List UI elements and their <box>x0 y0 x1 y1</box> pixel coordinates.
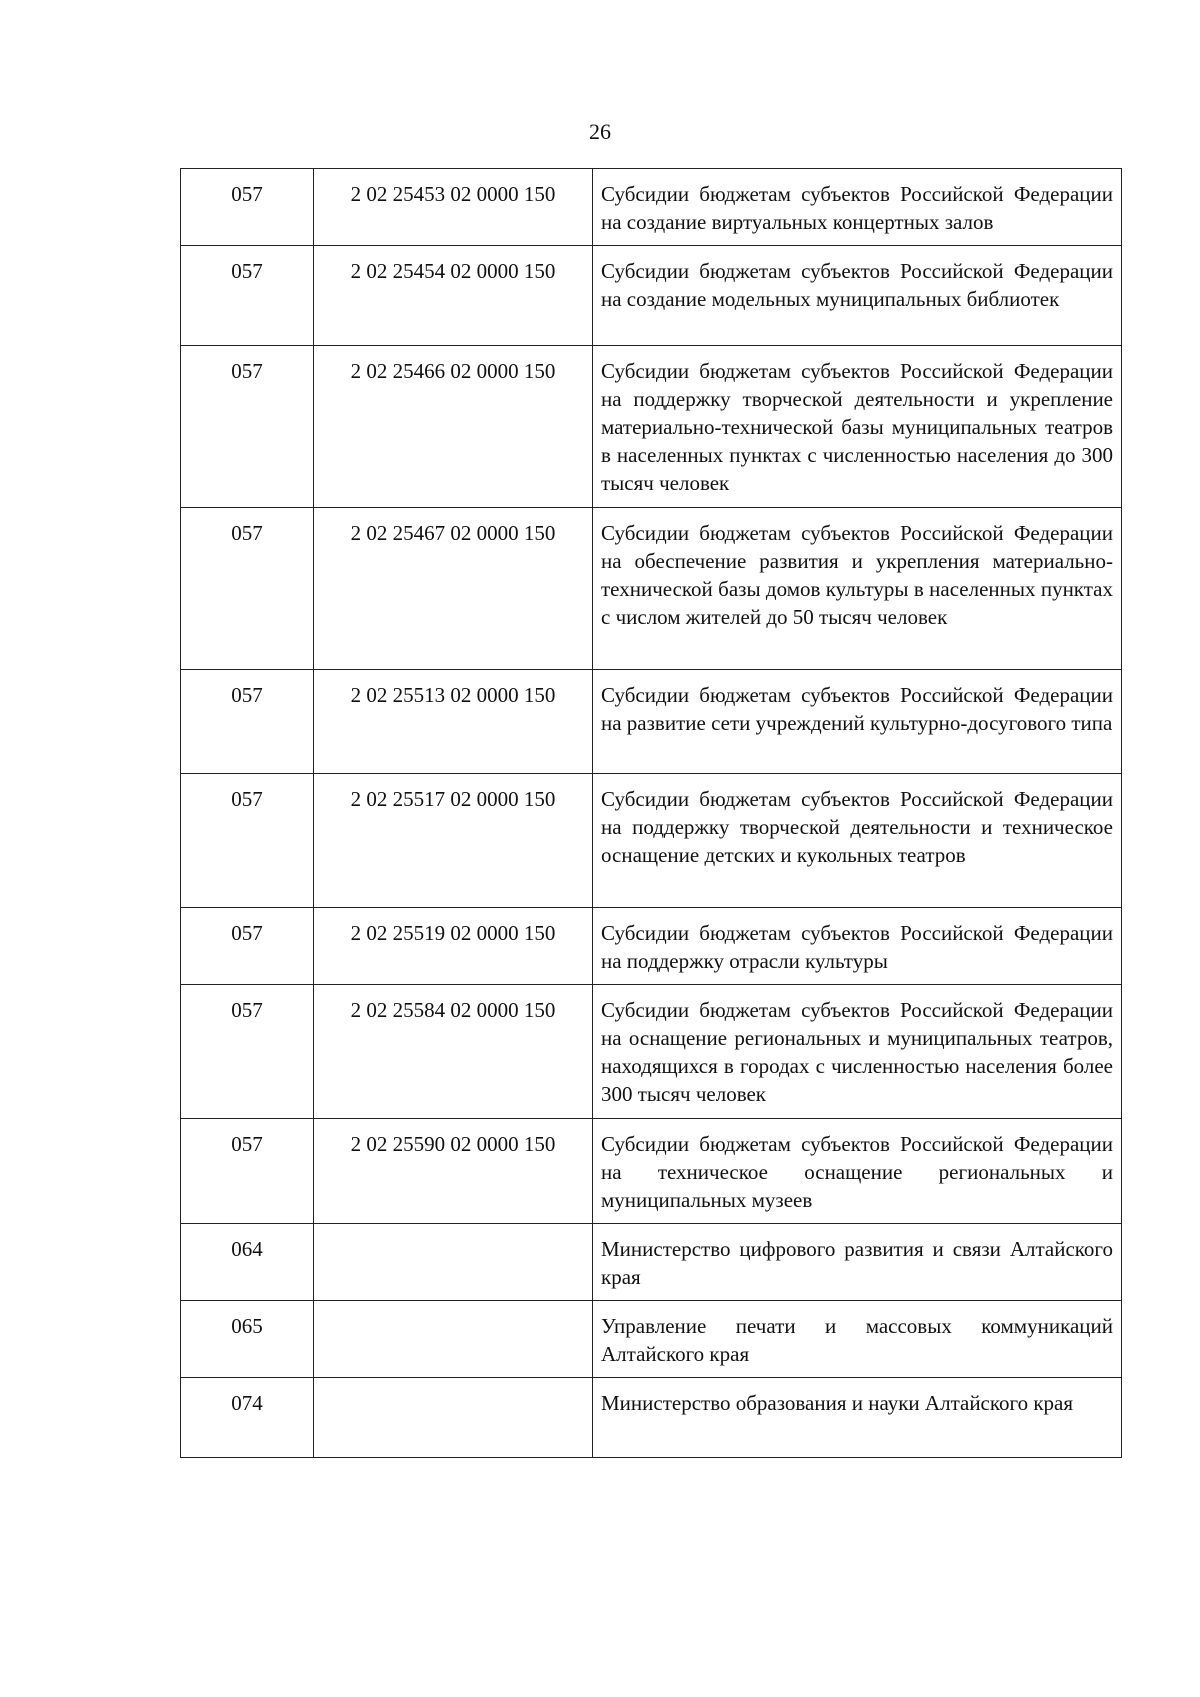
revenue-name-cell: Управление печати и массовых коммуникаций Алтайского края <box>593 1301 1122 1378</box>
revenue-name-cell: Субсидии бюджетам субъектов Российской Федерации на создание модельных муниципальных библиотек <box>593 246 1122 346</box>
budget-code-cell: 2 02 25590 02 0000 150 <box>314 1119 593 1224</box>
budget-code-cell: 2 02 25453 02 0000 150 <box>314 169 593 246</box>
table-row <box>181 1378 1122 1458</box>
budget-code-cell <box>314 1378 593 1458</box>
budget-code-cell <box>314 1301 593 1378</box>
revenue-name-cell: Субсидии бюджетам субъектов Российской Федерации на оснащение региональных и муниципальных театров, находящихся в городах с численностью населения более 300 тысяч человек <box>593 985 1122 1119</box>
admin-code-cell: 057 <box>181 246 314 346</box>
revenue-name-cell: Субсидии бюджетам субъектов Российской Федерации на обеспечение развития и укрепления материально-технической базы домов культуры в населенных пунктах с числом жителей до 50 тысяч человек <box>593 508 1122 670</box>
revenue-name-cell: Субсидии бюджетам субъектов Российской Федерации на поддержку творческой деятельности и укрепление материально-технической базы муниципальных театров в населенных пунктах с численностью населения до 300 тысяч человек <box>593 346 1122 508</box>
revenue-name-cell: Министерство цифрового развития и связи Алтайского края <box>593 1224 1122 1301</box>
table-row <box>181 1119 1122 1224</box>
page-number: 26 <box>589 119 611 144</box>
table-row <box>181 774 1122 908</box>
admin-code-cell: 057 <box>181 508 314 670</box>
admin-code-cell: 057 <box>181 670 314 774</box>
revenue-name-cell: Министерство образования и науки Алтайского края <box>593 1378 1122 1458</box>
admin-code-cell: 057 <box>181 169 314 246</box>
admin-code-cell: 057 <box>181 985 314 1119</box>
revenue-name-cell: Субсидии бюджетам субъектов Российской Федерации на развитие сети учреждений культурно-досугового типа <box>593 670 1122 774</box>
revenue-name-cell: Субсидии бюджетам субъектов Российской Федерации на создание виртуальных концертных залов <box>593 169 1122 246</box>
budget-code-cell: 2 02 25584 02 0000 150 <box>314 985 593 1119</box>
admin-code-cell: 057 <box>181 346 314 508</box>
revenue-name-cell: Субсидии бюджетам субъектов Российской Федерации на поддержку творческой деятельности и техническое оснащение детских и кукольных театров <box>593 774 1122 908</box>
revenue-name-cell: Субсидии бюджетам субъектов Российской Федерации на поддержку отрасли культуры <box>593 908 1122 985</box>
revenue-codes-table <box>180 168 1122 1458</box>
budget-code-cell: 2 02 25466 02 0000 150 <box>314 346 593 508</box>
revenue-name-cell: Субсидии бюджетам субъектов Российской Федерации на техническое оснащение региональных и муниципальных музеев <box>593 1119 1122 1224</box>
admin-code-cell: 057 <box>181 908 314 985</box>
budget-code-cell <box>314 1224 593 1301</box>
table-row <box>181 1224 1122 1301</box>
table-row <box>181 908 1122 985</box>
table-row <box>181 346 1122 508</box>
table-row <box>181 1301 1122 1378</box>
table-row <box>181 246 1122 346</box>
admin-code-cell: 057 <box>181 774 314 908</box>
budget-code-cell: 2 02 25517 02 0000 150 <box>314 774 593 908</box>
budget-code-cell: 2 02 25454 02 0000 150 <box>314 246 593 346</box>
table-row <box>181 670 1122 774</box>
admin-code-cell: 064 <box>181 1224 314 1301</box>
budget-code-cell: 2 02 25467 02 0000 150 <box>314 508 593 670</box>
admin-code-cell: 065 <box>181 1301 314 1378</box>
budget-code-cell: 2 02 25513 02 0000 150 <box>314 670 593 774</box>
table-row <box>181 508 1122 670</box>
table-row <box>181 985 1122 1119</box>
admin-code-cell: 057 <box>181 1119 314 1224</box>
budget-code-cell: 2 02 25519 02 0000 150 <box>314 908 593 985</box>
table-row <box>181 169 1122 246</box>
admin-code-cell: 074 <box>181 1378 314 1458</box>
